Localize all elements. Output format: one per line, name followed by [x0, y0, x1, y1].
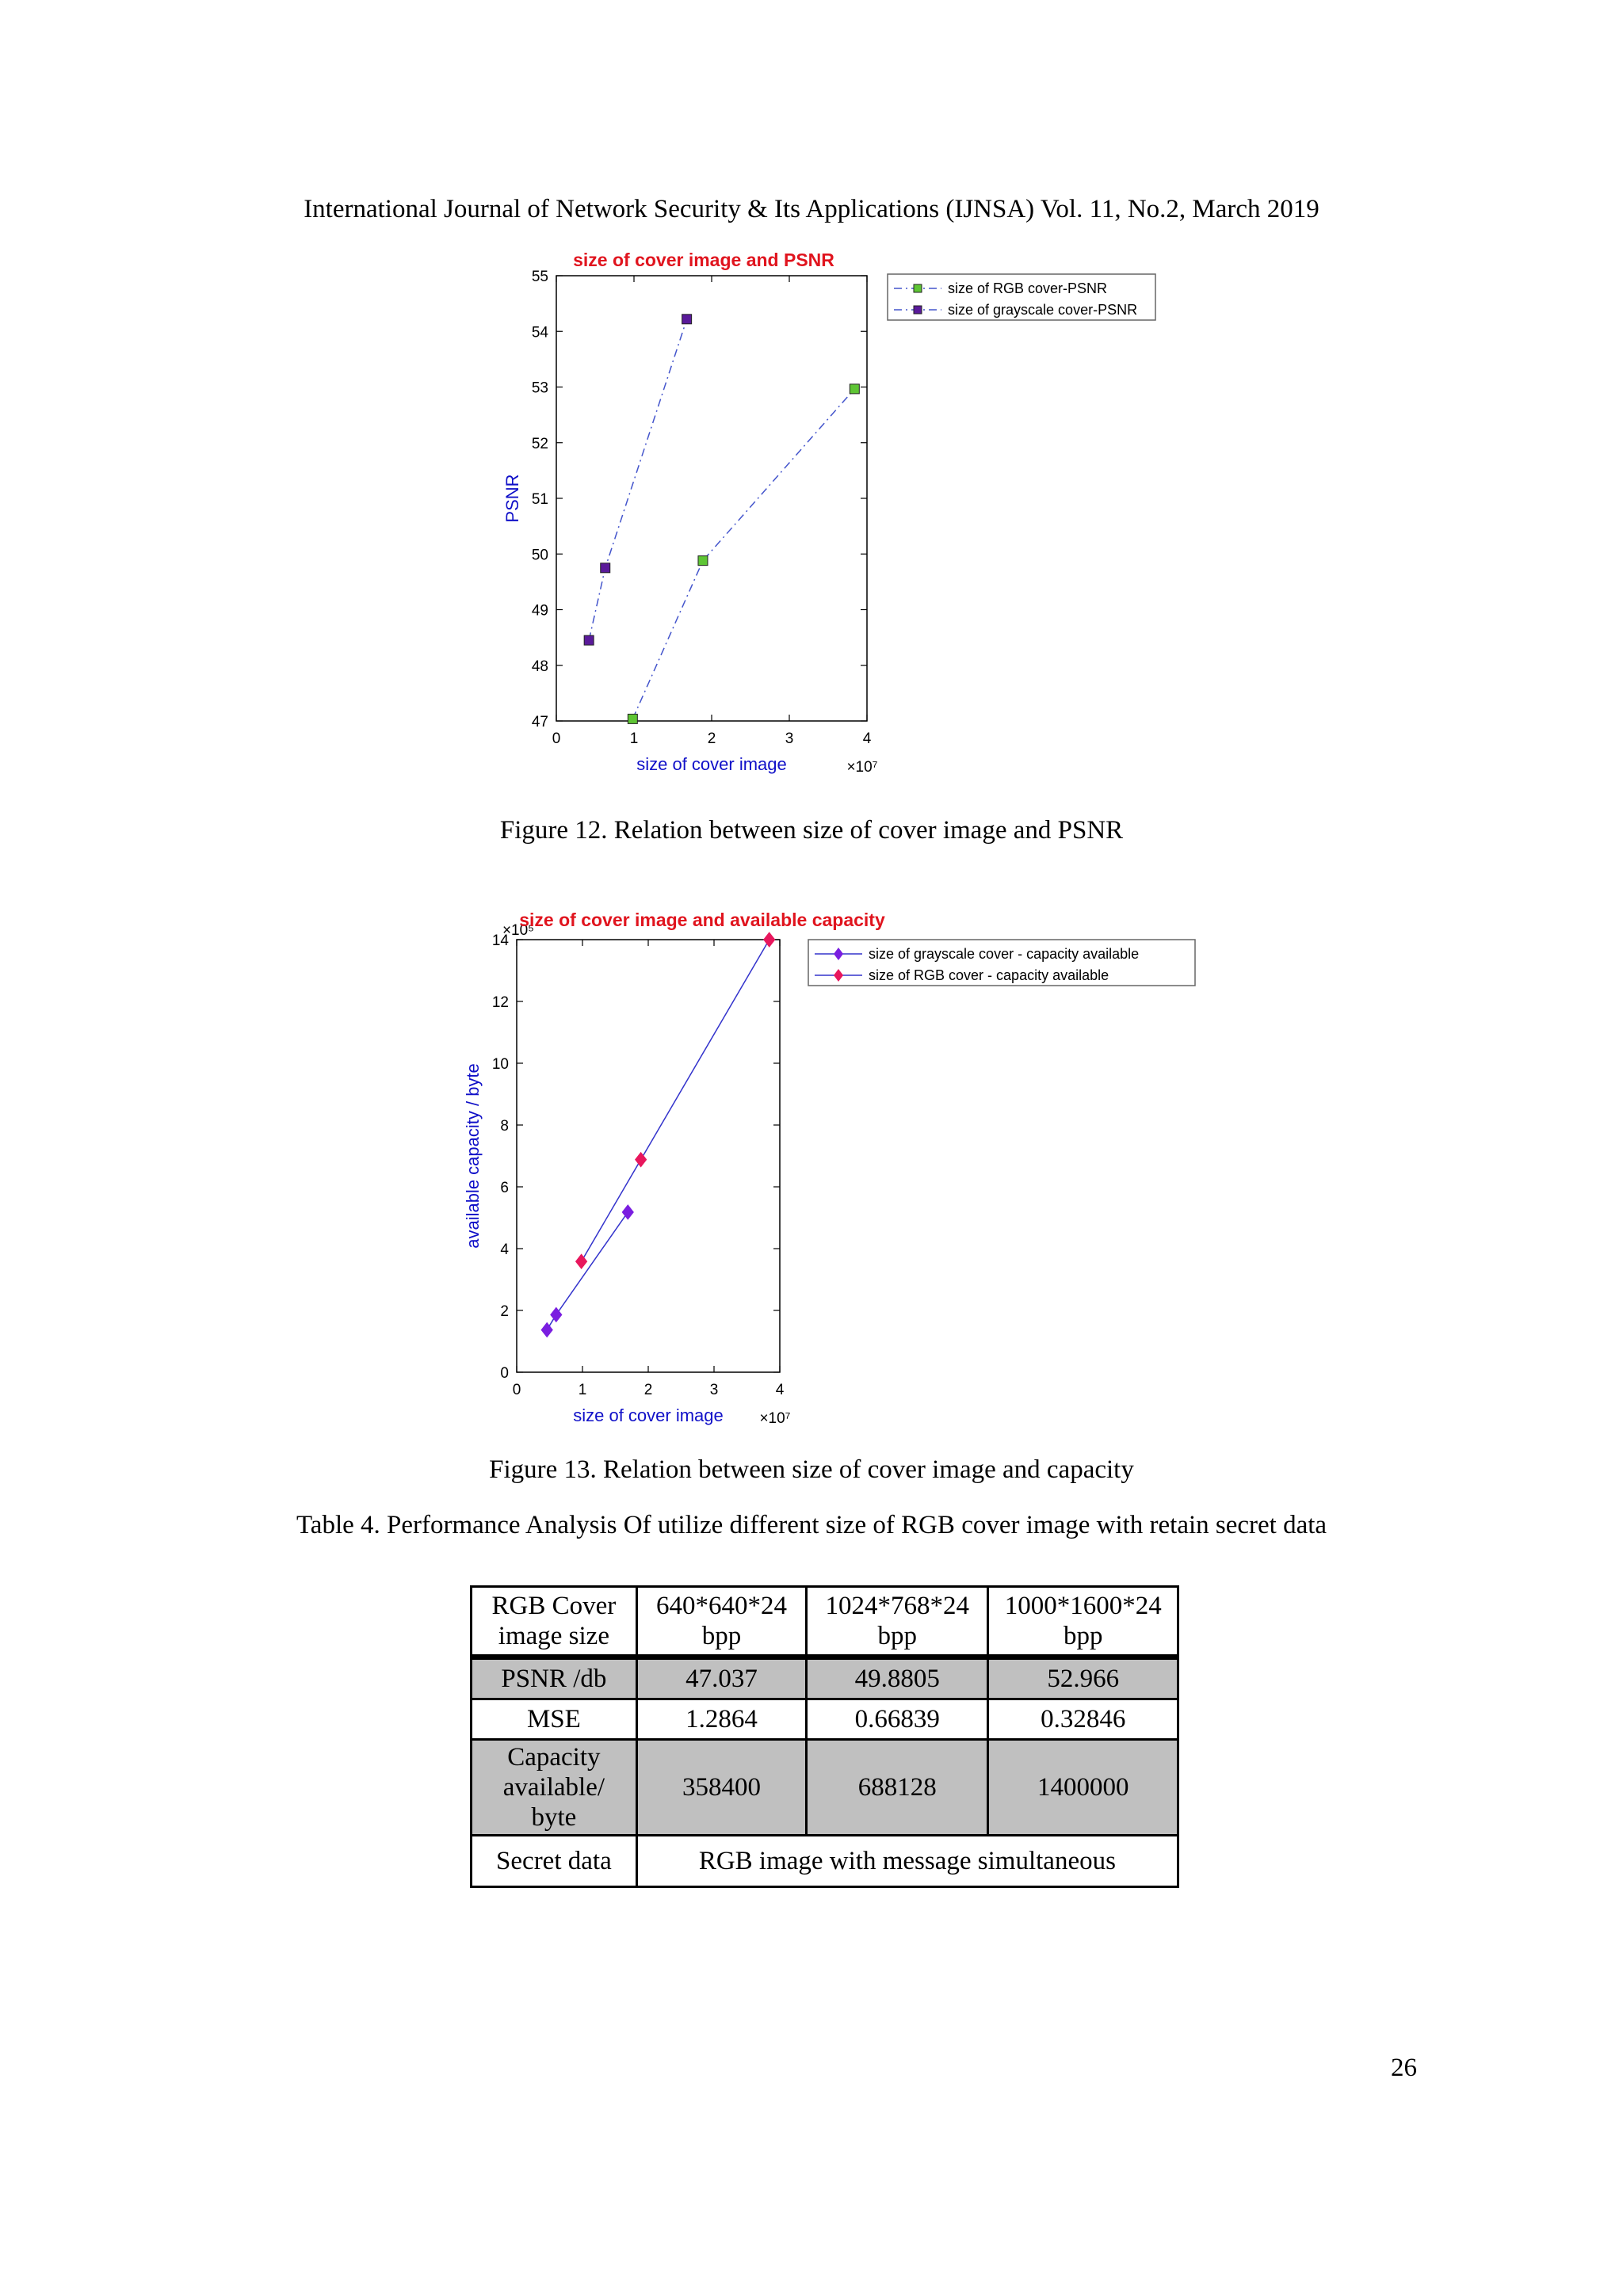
figure-12-chart	[475, 246, 1173, 792]
y-tick-label: 52	[531, 435, 548, 452]
legend-marker	[914, 284, 922, 292]
table-row-secret-data	[472, 1836, 1178, 1887]
x-axis-label: size of cover image	[636, 754, 787, 774]
x-axis-exponent: ×10⁷	[759, 1410, 791, 1427]
table-row-mse	[472, 1699, 1178, 1740]
figure-13-caption: Figure 13. Relation between size of cover image and capacity	[489, 1455, 1134, 1484]
data-point-marker	[682, 315, 692, 324]
y-tick-label: 0	[500, 1365, 509, 1382]
legend-entry-label: size of grayscale cover-PSNR	[948, 302, 1138, 318]
x-tick-label: 1	[629, 730, 639, 747]
legend-entry-label: size of RGB cover-PSNR	[948, 280, 1108, 296]
row-label-secret-data: Secret data	[472, 1836, 637, 1887]
running-header: International Journal of Network Security & Its Applications (IJNSA) Vol. 11, No.2, March 2019	[304, 195, 1319, 223]
mse-value-3: 0.32846	[988, 1699, 1178, 1740]
plot-frame	[556, 276, 867, 721]
secret-data-value: RGB image with message simultaneous	[636, 1836, 1178, 1887]
row-label-capacity: Capacity available/ byte	[472, 1740, 637, 1836]
y-axis-label: available capacity / byte	[463, 1063, 483, 1249]
y-tick-label: 47	[531, 714, 548, 730]
y-tick-label: 4	[500, 1241, 509, 1258]
page-number: 26	[1391, 2054, 1417, 2082]
data-point-marker	[584, 635, 594, 645]
figure-13-svg	[444, 903, 1205, 1434]
row-label-mse: MSE	[472, 1699, 637, 1740]
mse-value-1: 1.2864	[636, 1699, 806, 1740]
y-tick-label: 2	[500, 1303, 509, 1320]
header-cell-1024: 1024*768*24 bpp	[807, 1587, 988, 1657]
y-axis-exponent: ×10⁵	[502, 922, 535, 939]
x-tick-label: 1	[578, 1382, 587, 1398]
chart-title: size of cover image and available capacity	[519, 910, 885, 930]
y-tick-label: 54	[531, 324, 548, 341]
x-tick-label: 2	[643, 1382, 653, 1398]
x-tick-label: 4	[862, 730, 872, 747]
x-tick-label: 2	[707, 730, 716, 747]
figure-12-svg	[475, 246, 1173, 792]
legend-entry-label: size of grayscale cover - capacity available	[869, 946, 1140, 962]
y-tick-label: 48	[531, 658, 548, 675]
legend-entry-label: size of RGB cover - capacity available	[869, 967, 1109, 983]
figure-12-caption: Figure 12. Relation between size of cover image and PSNR	[499, 816, 1124, 845]
x-tick-label: 3	[785, 730, 794, 747]
chart-title: size of cover image and PSNR	[573, 250, 834, 270]
header-cell-640: 640*640*24 bpp	[636, 1587, 806, 1657]
y-tick-label: 55	[531, 269, 548, 285]
data-point-marker	[850, 384, 859, 394]
row-label-psnr: PSNR /db	[472, 1657, 637, 1699]
psnr-value-1: 47.037	[636, 1657, 806, 1699]
table-header-row	[472, 1587, 1178, 1657]
performance-table	[470, 1585, 1179, 1888]
legend-marker	[914, 306, 922, 314]
psnr-value-2: 49.8805	[807, 1657, 988, 1699]
x-tick-label: 0	[552, 730, 561, 747]
y-tick-label: 14	[491, 933, 509, 949]
y-tick-label: 53	[531, 379, 548, 397]
table-row-capacity	[472, 1740, 1178, 1836]
mse-value-2: 0.66839	[807, 1699, 988, 1740]
header-cell-image-size: RGB Cover image size	[472, 1587, 637, 1657]
capacity-value-1: 358400	[636, 1740, 806, 1836]
header-cell-1000: 1000*1600*24 bpp	[988, 1587, 1178, 1657]
x-axis-label: size of cover image	[573, 1405, 724, 1425]
capacity-value-2: 688128	[807, 1740, 988, 1836]
y-tick-label: 8	[500, 1118, 509, 1135]
table-row-psnr	[472, 1657, 1178, 1699]
y-tick-label: 12	[491, 994, 509, 1011]
y-tick-label: 51	[531, 491, 548, 508]
y-axis-label: PSNR	[502, 474, 522, 523]
psnr-value-3: 52.966	[988, 1657, 1178, 1699]
table-4-title: Table 4. Performance Analysis Of utilize different size of RGB cover image with retain secret data	[296, 1511, 1327, 1539]
y-tick-label: 6	[500, 1180, 509, 1196]
data-point-marker	[628, 714, 637, 723]
y-tick-label: 50	[531, 547, 548, 564]
x-tick-label: 0	[512, 1382, 521, 1398]
x-tick-label: 4	[775, 1382, 785, 1398]
y-tick-label: 49	[531, 602, 548, 620]
data-point-marker	[698, 556, 708, 566]
x-tick-label: 3	[709, 1382, 719, 1398]
x-axis-exponent: ×10⁷	[846, 759, 878, 776]
data-point-marker	[601, 563, 610, 573]
figure-13-chart	[444, 903, 1205, 1434]
y-tick-label: 10	[491, 1056, 509, 1073]
capacity-value-3: 1400000	[988, 1740, 1178, 1836]
